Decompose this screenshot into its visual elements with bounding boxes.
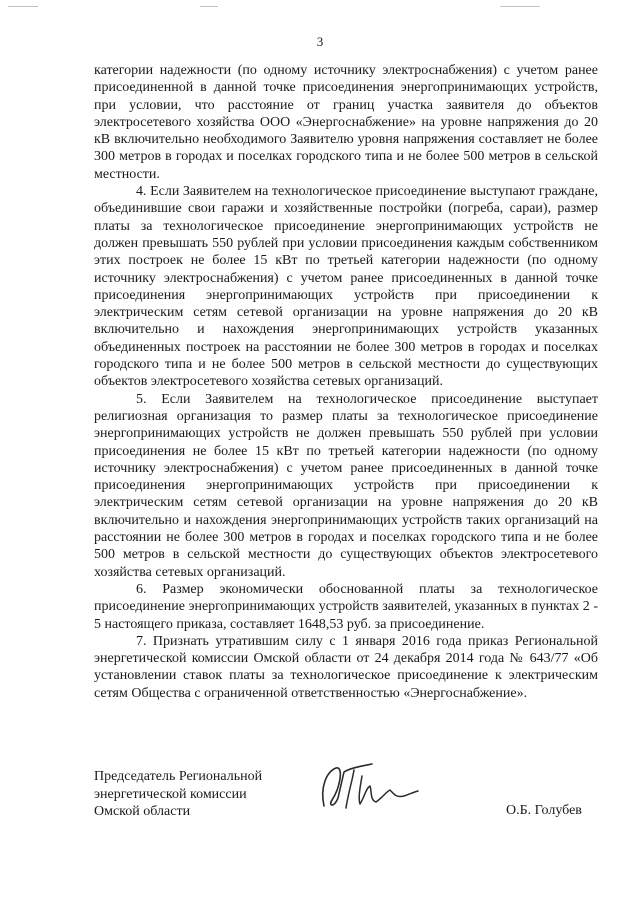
scan-artifact — [200, 6, 218, 7]
paragraph-continuation: категории надежности (по одному источнику электроснабжения) с учетом ранее присоединенной в данной точке присоединения энергопринимающих устройств, при условии, что расстояние от границ участка заявителя до объектов электросетевого хозяйства ООО «Энергоснабжение» на уровне напряжения до 20 кВ включительно необходимого Заявителю уровня напряжения составляет не более 300 метров в городах и поселках городского типа и не более 500 метров в сельской местности. — [94, 63, 598, 182]
signatory-title-line: энергетической комиссии — [94, 786, 247, 802]
page-number: 3 — [316, 34, 324, 49]
paragraph-7: 7. Признать утратившим силу с 1 января 2016 года приказ Региональной энергетической комиссии Омской области от 24 декабря 2014 года № 643/77 «Об установлении ставок платы за технологическое присоединение к электрическим сетям Общества с ограниченной ответственностью «Энергоснабжение». — [94, 633, 598, 701]
signatory-title-line: Председатель Региональной — [94, 769, 263, 784]
paragraph-6: 6. Размер экономически обоснованной платы за технологическое присоединение энергопринимающих устройств заявителей, указанных в пунктах 2 - 5 настоящего приказа, составляет 1648,53 руб. за присоединение. — [94, 581, 598, 632]
scan-artifact — [500, 6, 540, 7]
signatory-title — [94, 768, 262, 821]
paragraph-5: 5. Если Заявителем на технологическое присоединение выступает религиозная организация то размер платы за технологическое присоединение энергопринимающих устройств не должен превышать 550 рублей при условии присоединения не более 15 кВт по третьей категории надежности (по одному источнику электроснабжения) с учетом ранее присоединенных в данной точке присоединения энергопринимающих устройств при присоединении к электрическим сетям сетевой организации на уровне напряжения до 20 кВ включительно и нахождения энергопринимающих устройств таких организаций на расстоянии не более 300 метров в городах и поселках городского типа и не более 500 метров в сельской местности до существующих объектов электросетевого хозяйства сетевых организаций. — [94, 391, 598, 580]
signatory-name: О.Б. Голубев — [506, 803, 582, 818]
document-body — [94, 62, 598, 702]
scan-artifact — [8, 6, 38, 7]
paragraph-4: 4. Если Заявителем на технологическое присоединение выступают граждане, объединившие свои гаражи и хозяйственные постройки (погреба, сараи), размер платы за технологическое присоединение энергопринимающих устройств не должен превышать 550 рублей при условии присоединения каждым собственником этих построек не более 15 кВт по третьей категории надежности (по одному источнику электроснабжения) с учетом ранее присоединенных в данной точке присоединения энергопринимающих устройств при присоединении к электрическим сетям сетевой организации на уровне напряжения до 20 кВ включительно и нахождения энергопринимающих устройств указанных объединенных построек на расстоянии не более 300 метров в городах и поселках городского типа и не более 500 метров в сельской местности до существующих объектов электросетевого хозяйства сетевых организаций. — [94, 184, 598, 390]
signatory-title-line: Омской области — [94, 804, 191, 819]
handwritten-signature — [310, 758, 420, 818]
